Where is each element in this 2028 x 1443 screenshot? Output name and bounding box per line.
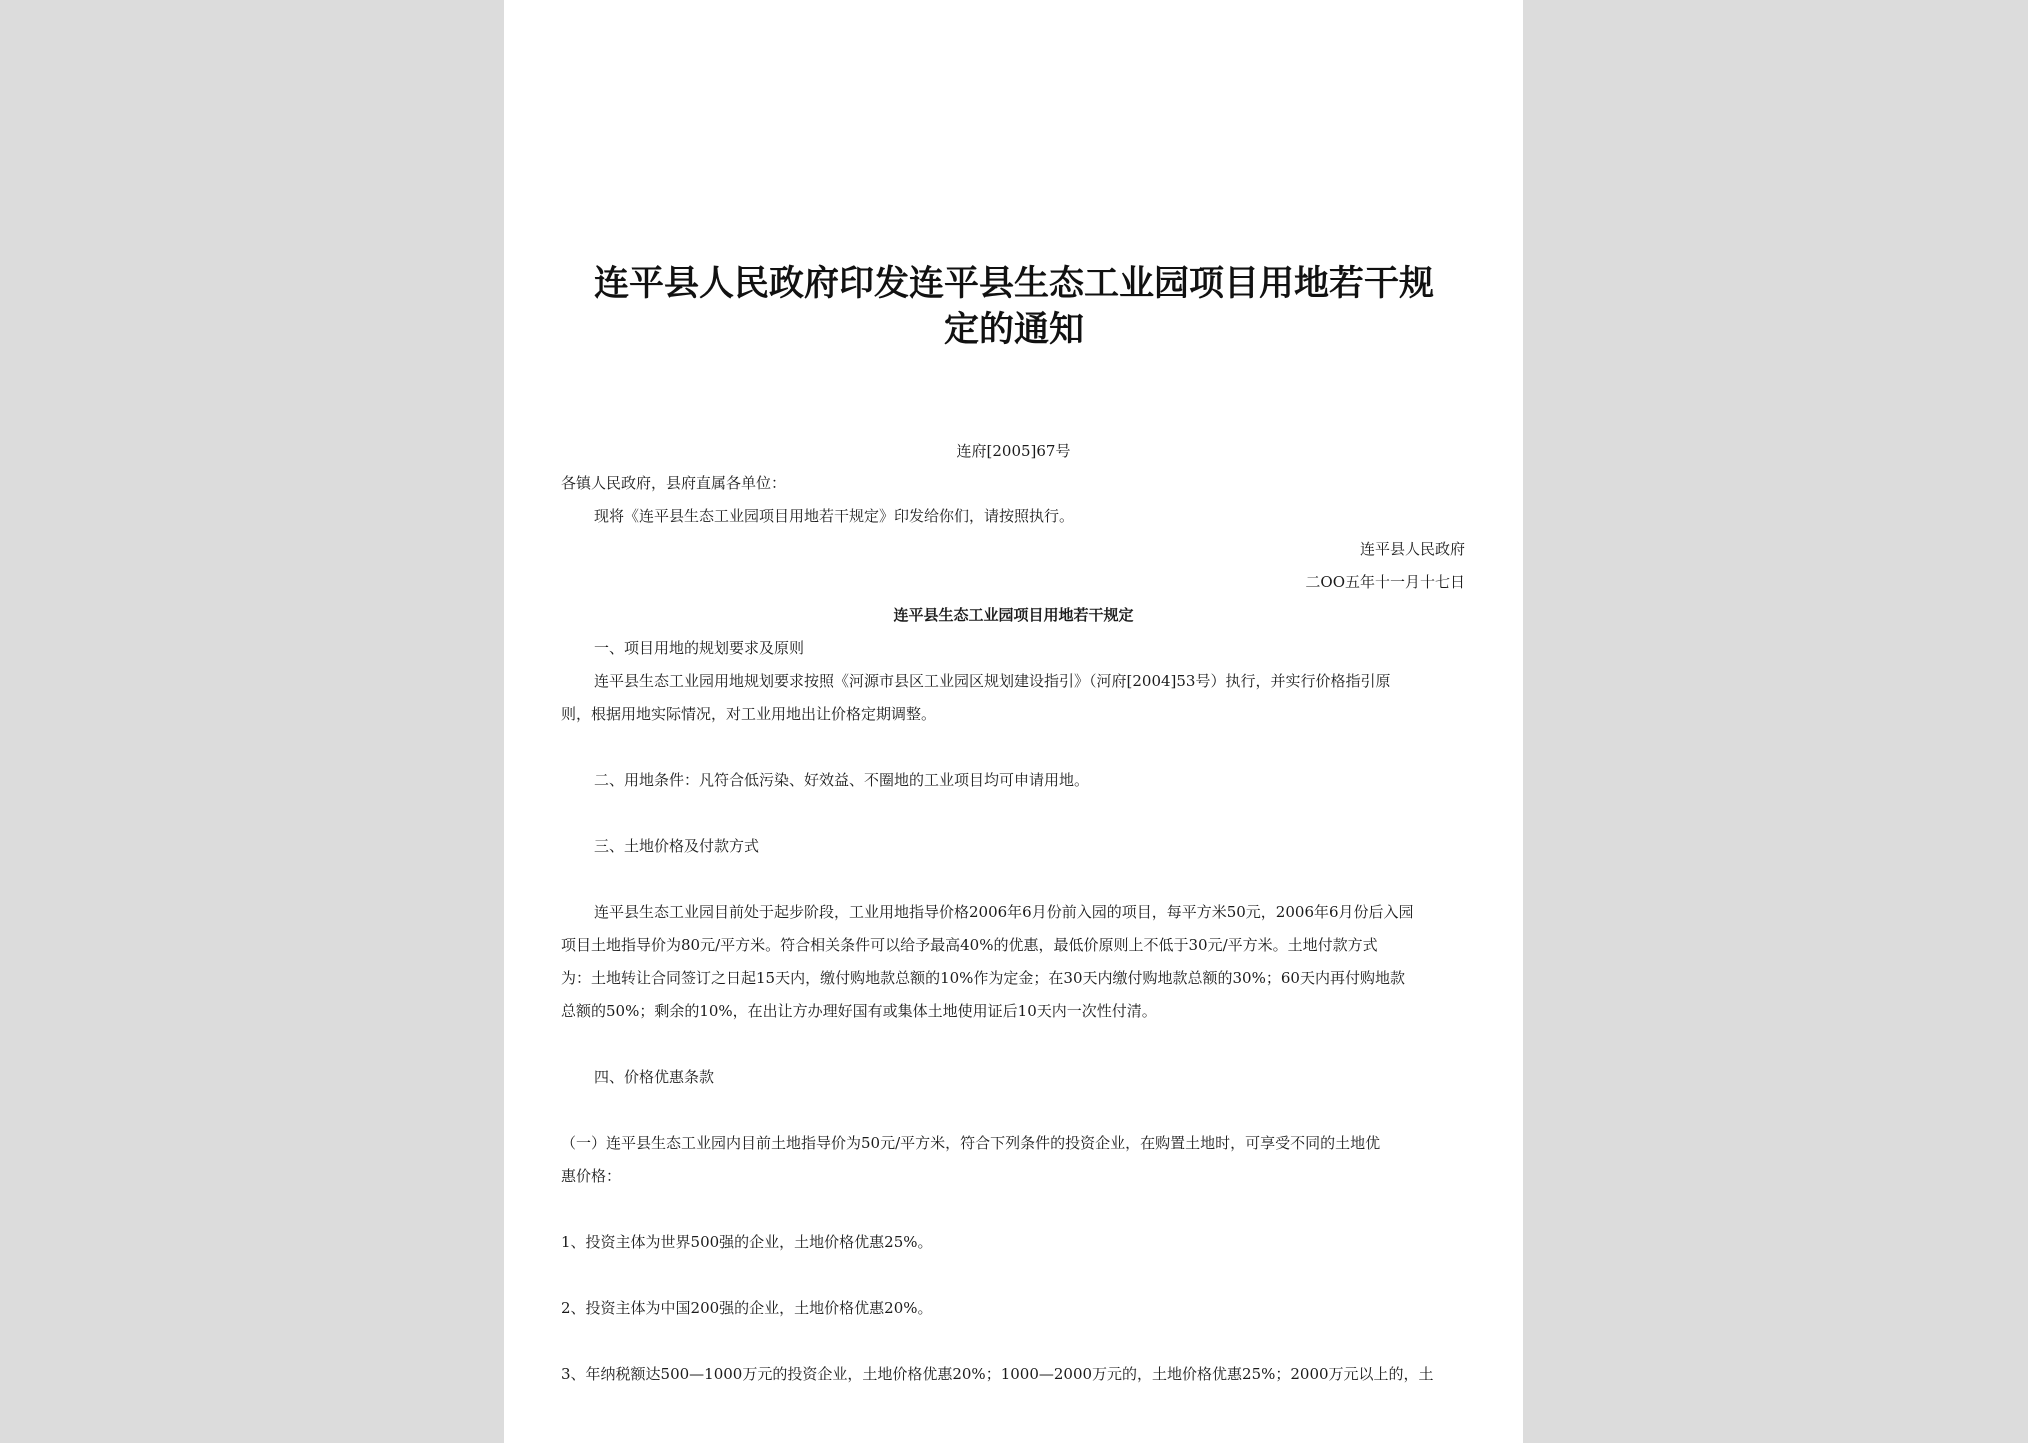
document-number: 连府[2005]67号 xyxy=(956,442,1071,460)
document-page xyxy=(504,0,1523,1443)
regulation-title: 连平县生态工业园项目用地若干规定 xyxy=(893,606,1134,624)
section-3-heading: 三、土地价格及付款方式 xyxy=(594,837,760,855)
issue-date: 二OO五年十一月十七日 xyxy=(1305,573,1465,591)
section-3-paragraph-line: 为：土地转让合同签订之日起15天内，缴付购地款总额的10%作为定金；在30天内缴付购地款总额的30%；60天内再付购地款 xyxy=(561,969,1405,987)
list-item-1: 1、投资主体为世界500强的企业，土地价格优惠25%。 xyxy=(561,1233,933,1251)
signer: 连平县人民政府 xyxy=(1359,540,1465,558)
section-4-heading: 四、价格优惠条款 xyxy=(594,1068,715,1086)
section-3-paragraph-line: 总额的50%；剩余的10%，在出让方办理好国有或集体土地使用证后10天内一次性付清。 xyxy=(561,1002,1157,1020)
section-3-paragraph-line: 连平县生态工业园目前处于起步阶段，工业用地指导价格2006年6月份前入园的项目，每平方米50元，2006年6月份后入园 xyxy=(594,903,1414,921)
list-item-2: 2、投资主体为中国200强的企业，土地价格优惠20%。 xyxy=(561,1299,933,1317)
section-3-paragraph-line: 项目土地指导价为80元/平方米。符合相关条件可以给予最高40%的优惠，最低价原则上不低于30元/平方米。土地付款方式 xyxy=(561,936,1378,954)
section-2-paragraph: 二、用地条件：凡符合低污染、好效益、不圈地的工业项目均可申请用地。 xyxy=(594,771,1090,789)
intro-paragraph: 现将《连平县生态工业园项目用地若干规定》印发给你们，请按照执行。 xyxy=(594,507,1075,525)
salutation: 各镇人民政府，县府直属各单位： xyxy=(561,474,787,492)
document-title-line-1: 连平县人民政府印发连平县生态工业园项目用地若干规 xyxy=(593,264,1434,304)
section-4-1-paragraph-line: （一）连平县生态工业园内目前土地指导价为50元/平方米，符合下列条件的投资企业，在购置土地时，可享受不同的土地优 xyxy=(561,1134,1381,1152)
list-item-3: 3、年纳税额达500—1000万元的投资企业，土地价格优惠20%；1000—2000万元的，土地价格优惠25%；2000万元以上的，土 xyxy=(561,1365,1434,1383)
section-1-paragraph-line: 则，根据用地实际情况，对工业用地出让价格定期调整。 xyxy=(561,705,937,723)
section-1-heading: 一、项目用地的规划要求及原则 xyxy=(594,639,805,657)
section-1-paragraph-line: 连平县生态工业园用地规划要求按照《河源市县区工业园区规划建设指引》（河府[2004]53号）执行，并实行价格指引原 xyxy=(594,672,1391,690)
section-4-1-paragraph-line: 惠价格： xyxy=(561,1167,622,1185)
document-title-line-2: 定的通知 xyxy=(943,310,1084,350)
